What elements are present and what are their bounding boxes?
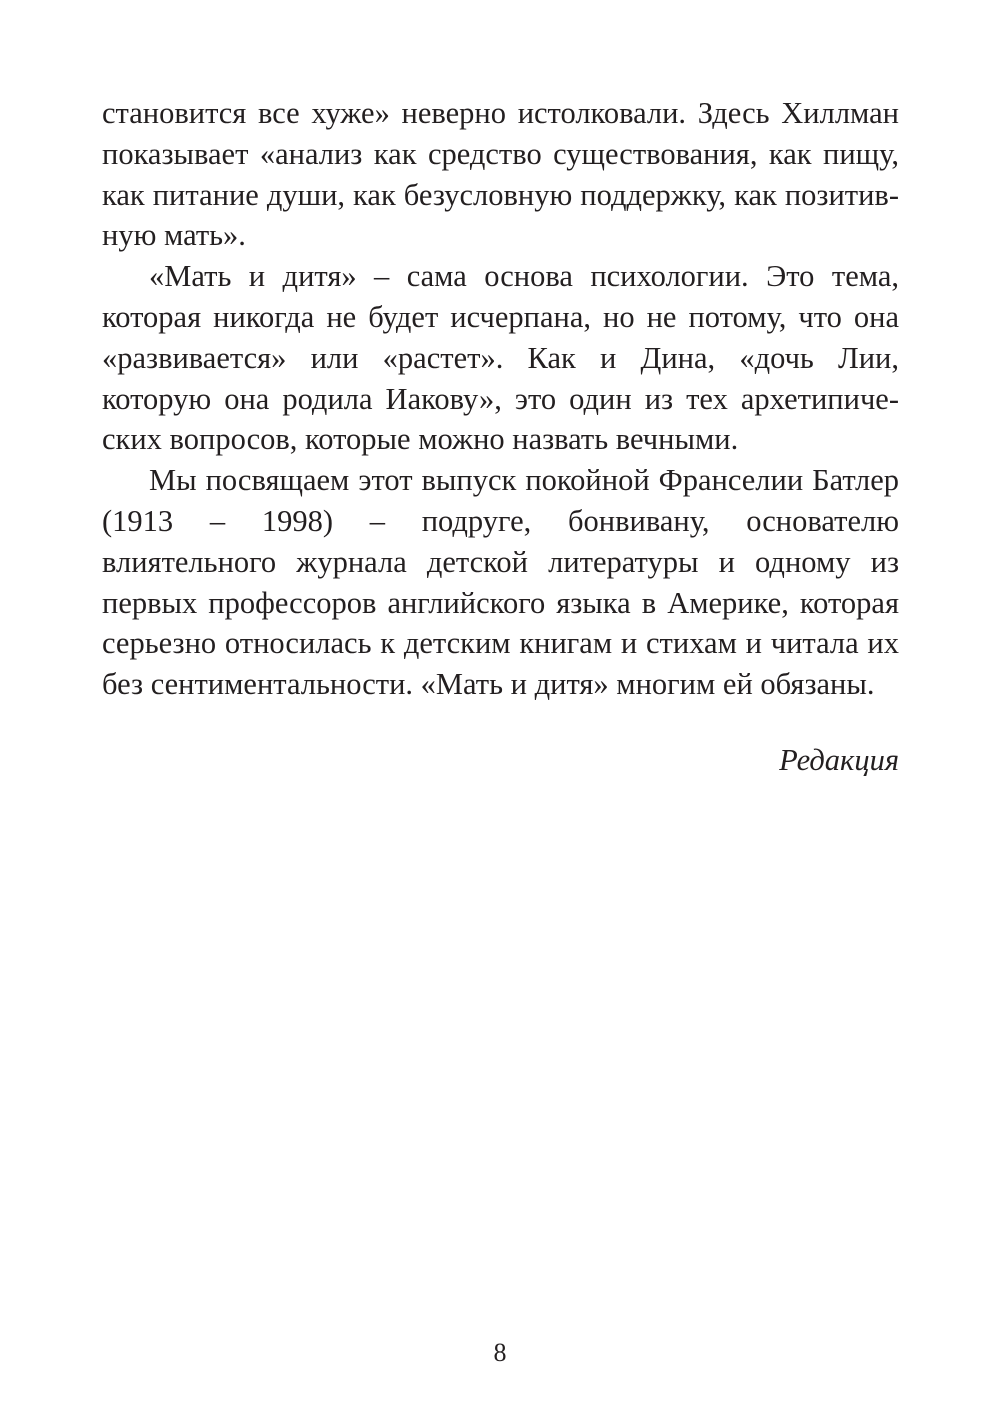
paragraph-continuation: становится все хуже» неверно истолковали. Здесь Хиллман показывает «анализ как средство существования, как пищу, как питание души, как безусловную поддержку, как позитивную мать». [102,96,899,253]
page-number: 8 [493,1338,507,1367]
body-text [102,93,899,705]
paragraph-dedication: Мы посвящаем этот выпуск покойной Франселии Батлер (1913 – 1998) – подруге, бонвивану, основателю влиятельного журнала детской литературы и одному из первых профессоров английского языка в Америке, которая серьезно относилась к детским книгам и стихам и читала их без сентиментальности. «Мать и дитя» многим ей обязаны. [102,463,899,702]
editorial-signature: Редакция [779,743,899,777]
paragraph-mother-and-child: «Мать и дитя» – сама основа психологии. Это тема, которая никогда не будет исчерпана, но не потому, что она «развивается» или «растет». Как и Дина, «дочь Лии, которую она родила Иакову», это один из тех архетипических вопросов, которые можно назвать вечными. [102,259,899,457]
